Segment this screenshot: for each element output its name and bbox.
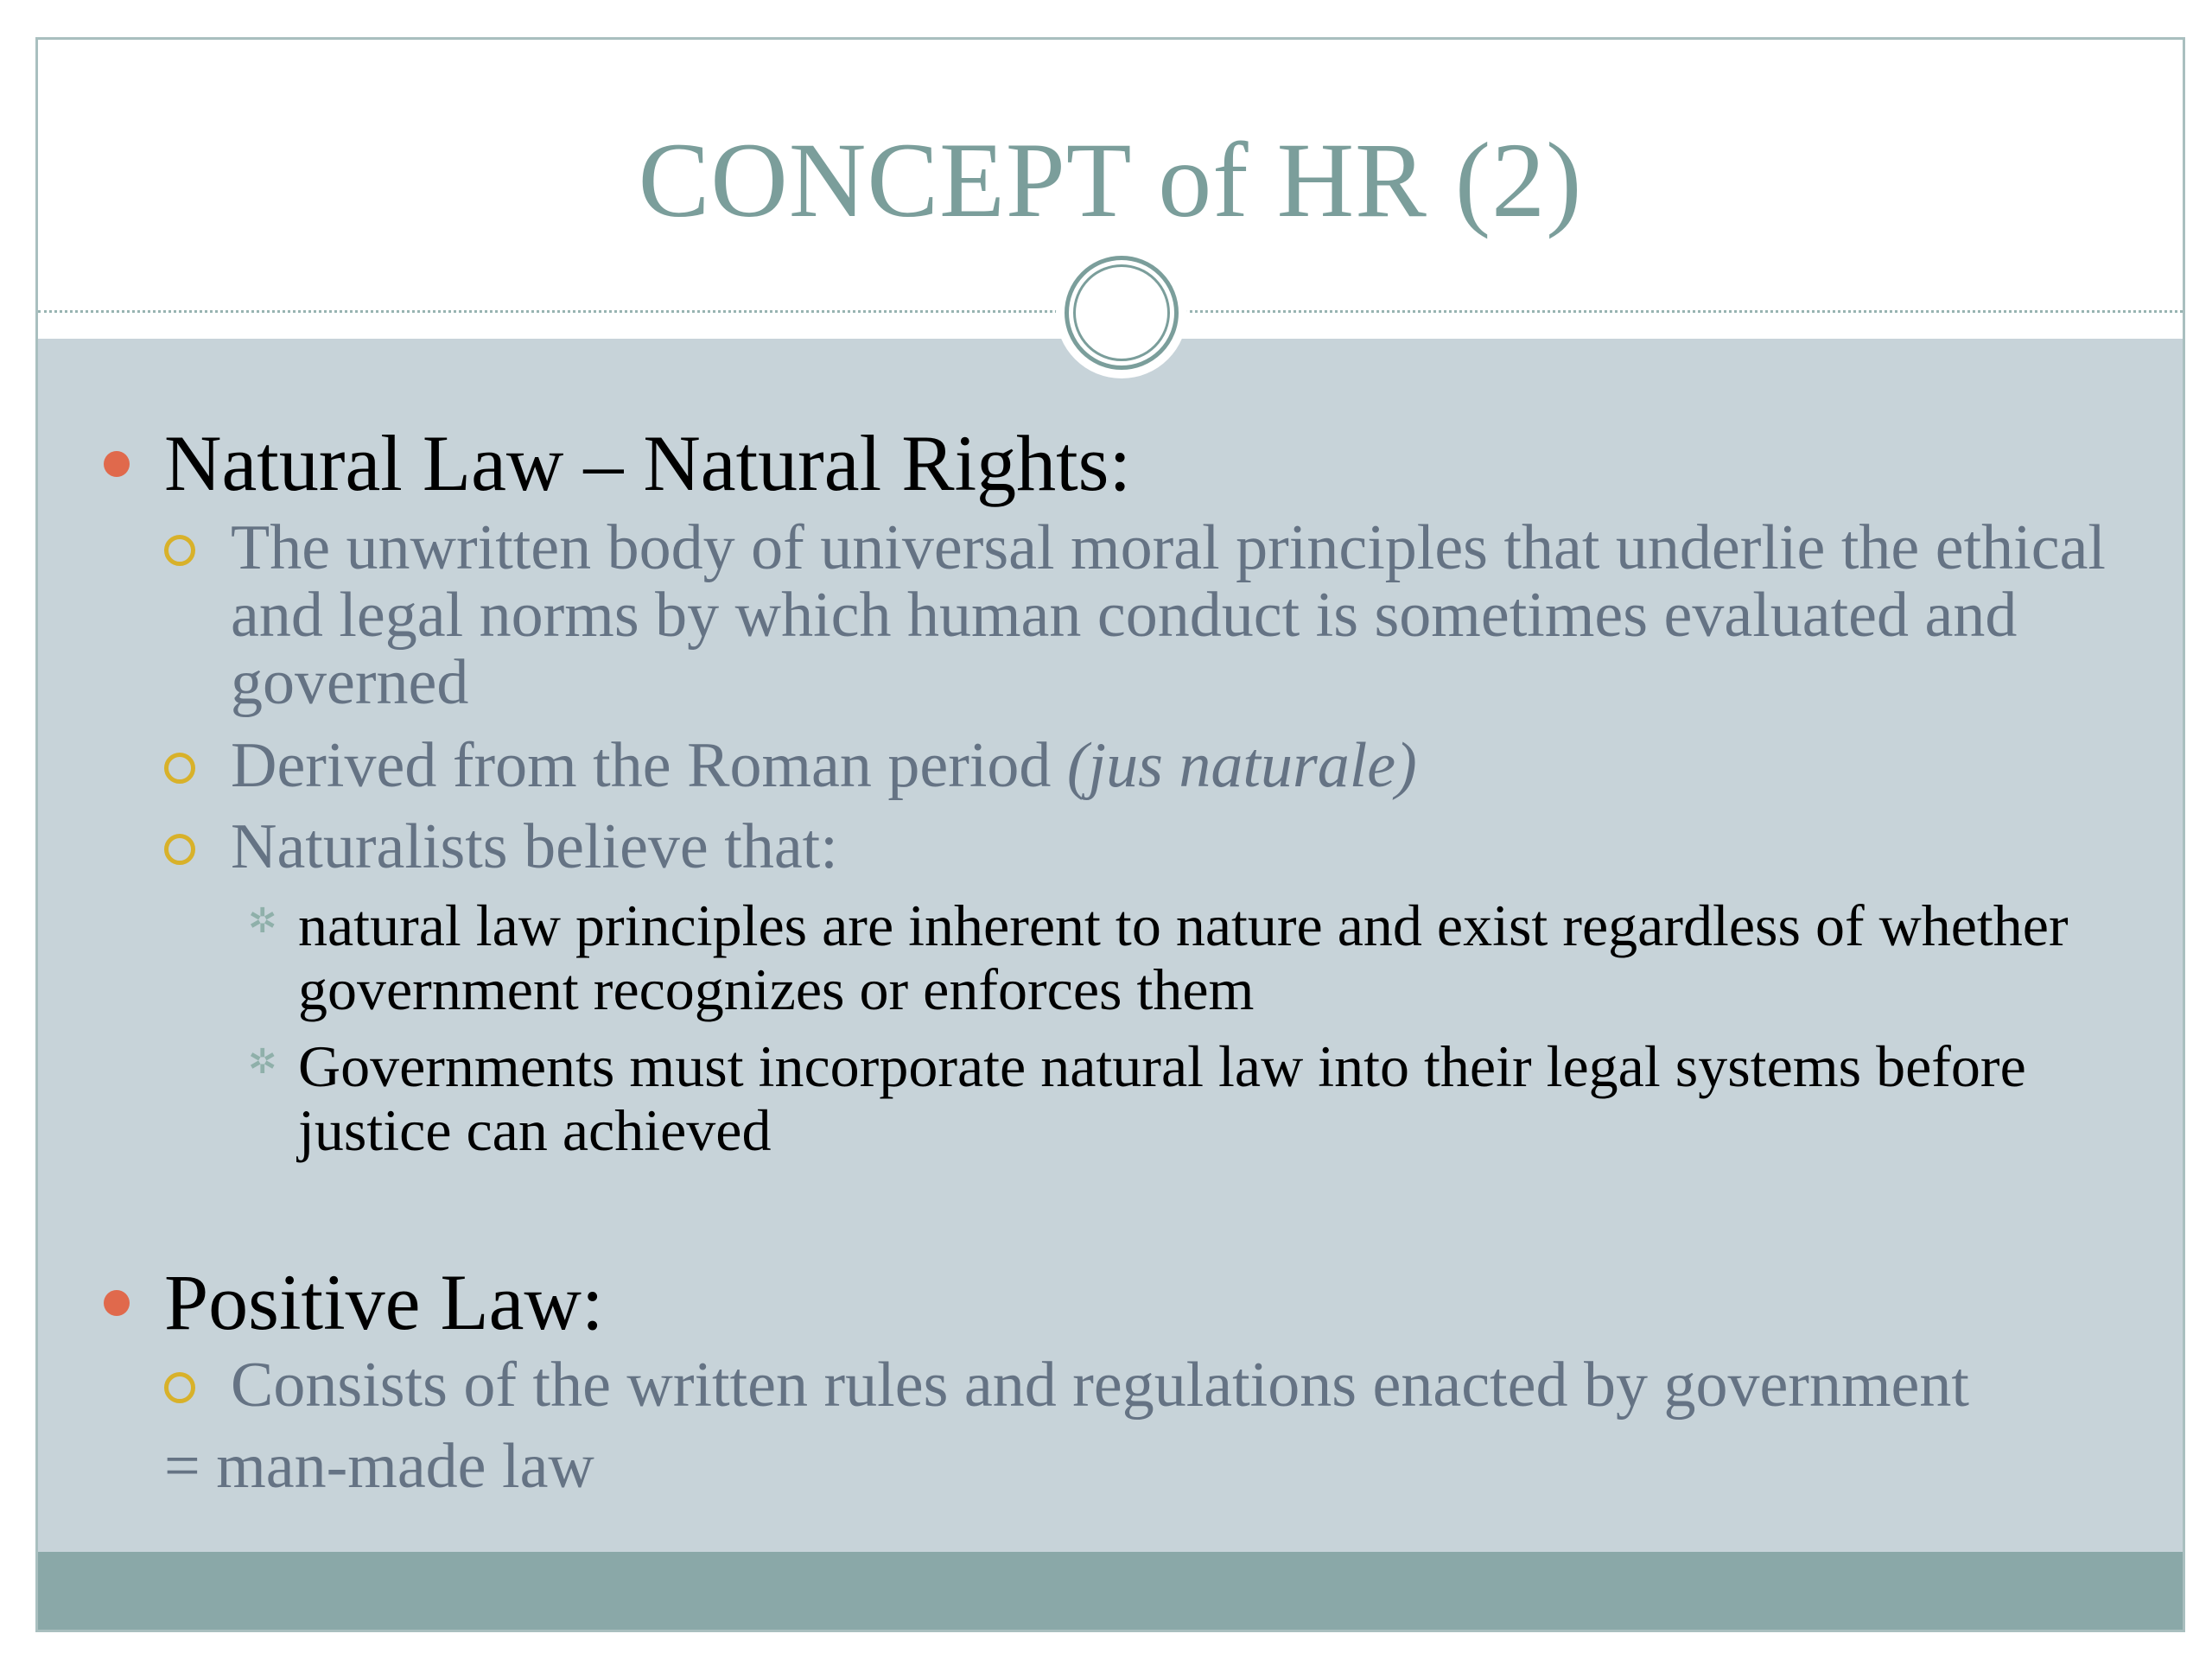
- list-item: Consists of the written rules and regulations enacted by government: [231, 1351, 2123, 1419]
- slide-title: CONCEPT of HR (2): [638, 121, 1583, 239]
- bullet-circle-icon: [164, 1372, 195, 1403]
- bullet-dot-icon: [104, 1290, 130, 1316]
- list-item: Derived from the Roman period (jus naturale): [231, 732, 2123, 799]
- divider-ring-icon: [1056, 247, 1187, 378]
- bullet-dot-icon: [104, 451, 130, 477]
- list-item: The unwritten body of universal moral principles that underlie the ethical and legal norms by which human conduct is sometimes evaluated and governed: [231, 514, 2123, 716]
- sub-list-item: ✲ natural law principles are inherent to nature and exist regardless of whether government recognizes or enforces them: [248, 893, 2069, 1022]
- sub-list-item: ✲ Governments must incorporate natural law into their legal systems before justice can achieved: [248, 1033, 2026, 1163]
- footer-bar: [38, 1552, 2183, 1630]
- continuation-text: = man-made law: [164, 1431, 594, 1502]
- section-heading-natural-law: Natural Law – Natural Rights:: [164, 420, 1131, 506]
- section-heading-positive-law: Positive Law:: [164, 1259, 604, 1345]
- star-bullet-icon: ✲: [248, 1042, 277, 1081]
- bullet-circle-icon: [164, 535, 195, 566]
- list-item: Naturalists believe that:: [231, 813, 2123, 880]
- bullet-circle-icon: [164, 834, 195, 865]
- star-bullet-icon: ✲: [248, 901, 277, 940]
- slide: [35, 37, 2185, 1632]
- bullet-circle-icon: [164, 753, 195, 784]
